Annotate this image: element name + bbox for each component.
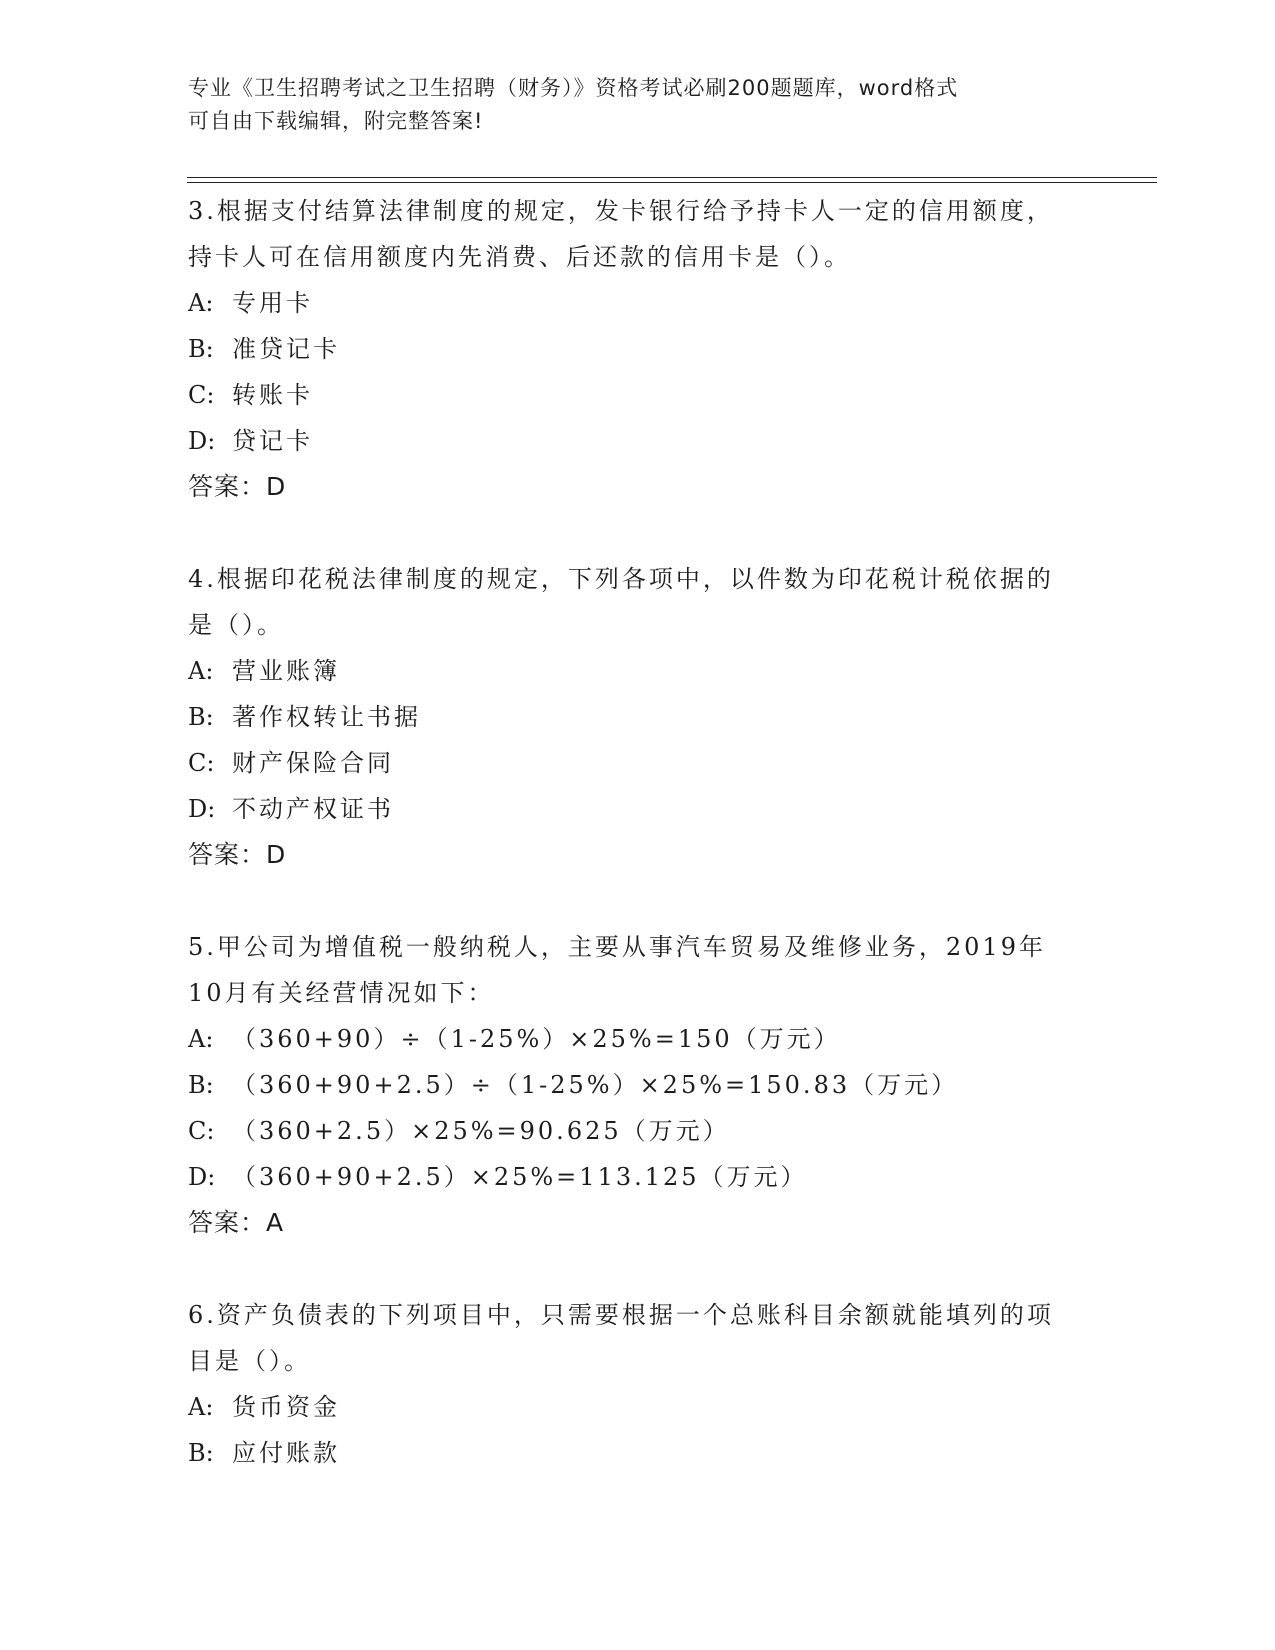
question-text: 6.资产负债表的下列项目中，只需要根据一个总账科目余额就能填列的项目是（）。 bbox=[188, 1301, 1054, 1375]
question-text: 5.甲公司为增值税一般纳税人，主要从事汽车贸易及维修业务，2019年10月有关经营情况如下： bbox=[188, 933, 1046, 1007]
option-text: （360+90+2.5）÷（1-25%）×25%=150.83（万元） bbox=[232, 1071, 959, 1099]
option-label: C: bbox=[188, 1117, 215, 1145]
option-b bbox=[188, 694, 1068, 740]
option-label: B: bbox=[188, 703, 214, 731]
option-text: 不动产权证书 bbox=[232, 795, 394, 823]
option-label: A: bbox=[188, 657, 214, 685]
option-text: 准贷记卡 bbox=[232, 335, 340, 363]
question-4 bbox=[188, 556, 1068, 878]
question-6 bbox=[188, 1292, 1068, 1476]
option-a bbox=[188, 648, 1068, 694]
option-c bbox=[188, 740, 1068, 786]
option-text: 应付账款 bbox=[232, 1439, 340, 1467]
option-text: 货币资金 bbox=[232, 1393, 340, 1421]
option-label: C: bbox=[188, 381, 215, 409]
option-text: （360+2.5）×25%=90.625（万元） bbox=[232, 1117, 730, 1145]
question-text: 4.根据印花税法律制度的规定，下列各项中，以件数为印花税计税依据的是（）。 bbox=[188, 565, 1054, 639]
answer-text: 答案：D bbox=[188, 472, 287, 501]
option-label: D: bbox=[188, 795, 216, 823]
option-a bbox=[188, 1384, 1068, 1430]
answer-text: 答案：D bbox=[188, 840, 287, 869]
option-label: B: bbox=[188, 335, 214, 363]
option-d bbox=[188, 418, 1068, 464]
question-3 bbox=[188, 188, 1068, 510]
option-label: A: bbox=[188, 289, 214, 317]
option-label: B: bbox=[188, 1439, 214, 1467]
option-text: 贷记卡 bbox=[232, 427, 313, 455]
option-label: A: bbox=[188, 1393, 214, 1421]
option-a bbox=[188, 280, 1068, 326]
option-c bbox=[188, 1108, 1068, 1154]
option-text: 转账卡 bbox=[232, 381, 313, 409]
answer-text: 答案：A bbox=[188, 1208, 285, 1237]
option-label: D: bbox=[188, 1163, 216, 1191]
option-text: （360+90）÷（1-25%）×25%=150（万元） bbox=[232, 1025, 841, 1053]
option-text: 专用卡 bbox=[232, 289, 313, 317]
option-label: D: bbox=[188, 427, 216, 455]
header-line-2: 可自由下载编辑，附完整答案! bbox=[188, 109, 484, 133]
document-header bbox=[188, 72, 1068, 138]
option-b bbox=[188, 1062, 1068, 1108]
option-b bbox=[188, 1430, 1068, 1476]
question-text: 3.根据支付结算法律制度的规定，发卡银行给予持卡人一定的信用额度，持卡人可在信用额度内先消费、后还款的信用卡是（）。 bbox=[188, 197, 1054, 271]
option-text: 财产保险合同 bbox=[232, 749, 394, 777]
option-text: 著作权转让书据 bbox=[232, 703, 421, 731]
option-a bbox=[188, 1016, 1068, 1062]
option-d bbox=[188, 1154, 1068, 1200]
option-b bbox=[188, 326, 1068, 372]
option-label: B: bbox=[188, 1071, 214, 1099]
option-label: C: bbox=[188, 749, 215, 777]
header-divider-top bbox=[187, 177, 1157, 178]
option-label: A: bbox=[188, 1025, 214, 1053]
header-line-1: 专业《卫生招聘考试之卫生招聘（财务）》资格考试必刷200题题库，word格式 bbox=[188, 76, 959, 100]
question-5 bbox=[188, 924, 1068, 1246]
question-list bbox=[188, 188, 1068, 1522]
header-divider-bottom bbox=[187, 182, 1157, 183]
option-text: 营业账簿 bbox=[232, 657, 340, 685]
option-text: （360+90+2.5）×25%=113.125（万元） bbox=[232, 1163, 808, 1191]
option-c bbox=[188, 372, 1068, 418]
option-d bbox=[188, 786, 1068, 832]
